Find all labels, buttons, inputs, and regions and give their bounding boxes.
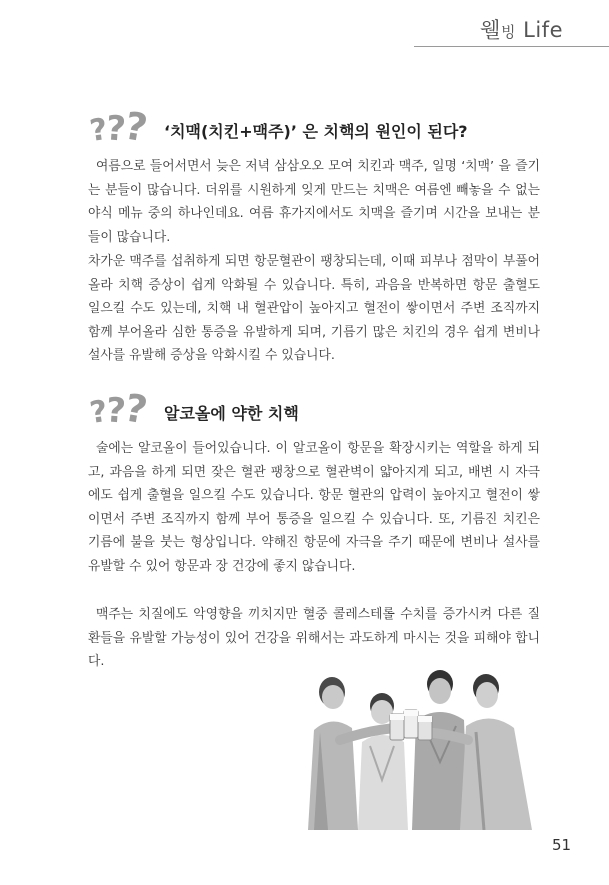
question-marks-icon: ? ? ? (87, 103, 151, 151)
header-title-sub: 빙 (500, 23, 516, 41)
section2-paragraph-2: 맥주는 치질에도 악영향을 끼치지만 혈중 콜레스테롤 수치를 증가시켜 다른 질환들을 유발할 가능성이 있어 건강을 위해서는 과도하게 마시는 것을 피해야 합니다. (88, 607, 540, 669)
running-header (480, 14, 563, 44)
page-number: 51 (552, 836, 572, 854)
header-title-life: Life (515, 18, 563, 42)
header-title-main: 웰 (480, 18, 501, 42)
section1-paragraph-1: 여름으로 들어서면서 늦은 저녁 삼삼오오 모여 치킨과 맥주, 일명 ‘치맥’ 을 즐기는 분들이 많습니다. 더위를 시원하게 잊게 만드는 치맥은 여름엔 빼놓을 수 없는 야식 메뉴 중의 하나인데요. 여름 휴가지에서도 치맥을 즐기며 시간을 보내는 분들이 많습니다. (88, 159, 540, 245)
question-marks-icon: ? ? ? (87, 385, 151, 433)
section-heading-1 (87, 103, 468, 151)
men-toasting-beer-photo (300, 670, 540, 830)
section2-paragraph-1: 술에는 알코올이 들어있습니다. 이 알코올이 항문을 확장시키는 역할을 하게 되고, 과음을 하게 되면 잦은 혈관 팽창으로 혈관벽이 얇아지게 되고, 배변 시 자극에도 쉽게 출혈을 일으킬 수도 있습니다. 항문 혈관의 압력이 높아지고 혈전이 쌓이면서 주변 조직까지 함께 부어 통증을 일으킬 수 있습니다. 또, 기름진 치킨은 기름에 불을 붓는 형상입니다. 약해진 항문에 자극을 주기 때문에 변비나 설사를 유발할 수 있어 항문과 장 건강에 좋지 않습니다. (88, 441, 540, 574)
header-rule (414, 46, 609, 47)
section1-paragraph-2: 차가운 맥주를 섭취하게 되면 항문혈관이 팽창되는데, 이때 피부나 점막이 부풀어 올라 치핵 증상이 쉽게 악화될 수 있습니다. 특히, 과음을 반복하면 항문 출혈도 일으킬 수도 있는데, 치핵 내 혈관압이 높아지고 혈전이 쌓이면서 주변 조직까지 함께 부어올라 심한 통증을 유발하게 되며, 기름기 많은 치킨의 경우 쉽게 변비나 설사를 유발해 증상을 악화시킬 수 있습니다. (88, 254, 540, 363)
section-title-2: 알코올에 약한 치핵 (164, 403, 299, 423)
section-title-1: ‘치맥(치킨+맥주)’ 은 치핵의 원인이 된다? (164, 121, 468, 141)
section-heading-2 (87, 385, 299, 433)
